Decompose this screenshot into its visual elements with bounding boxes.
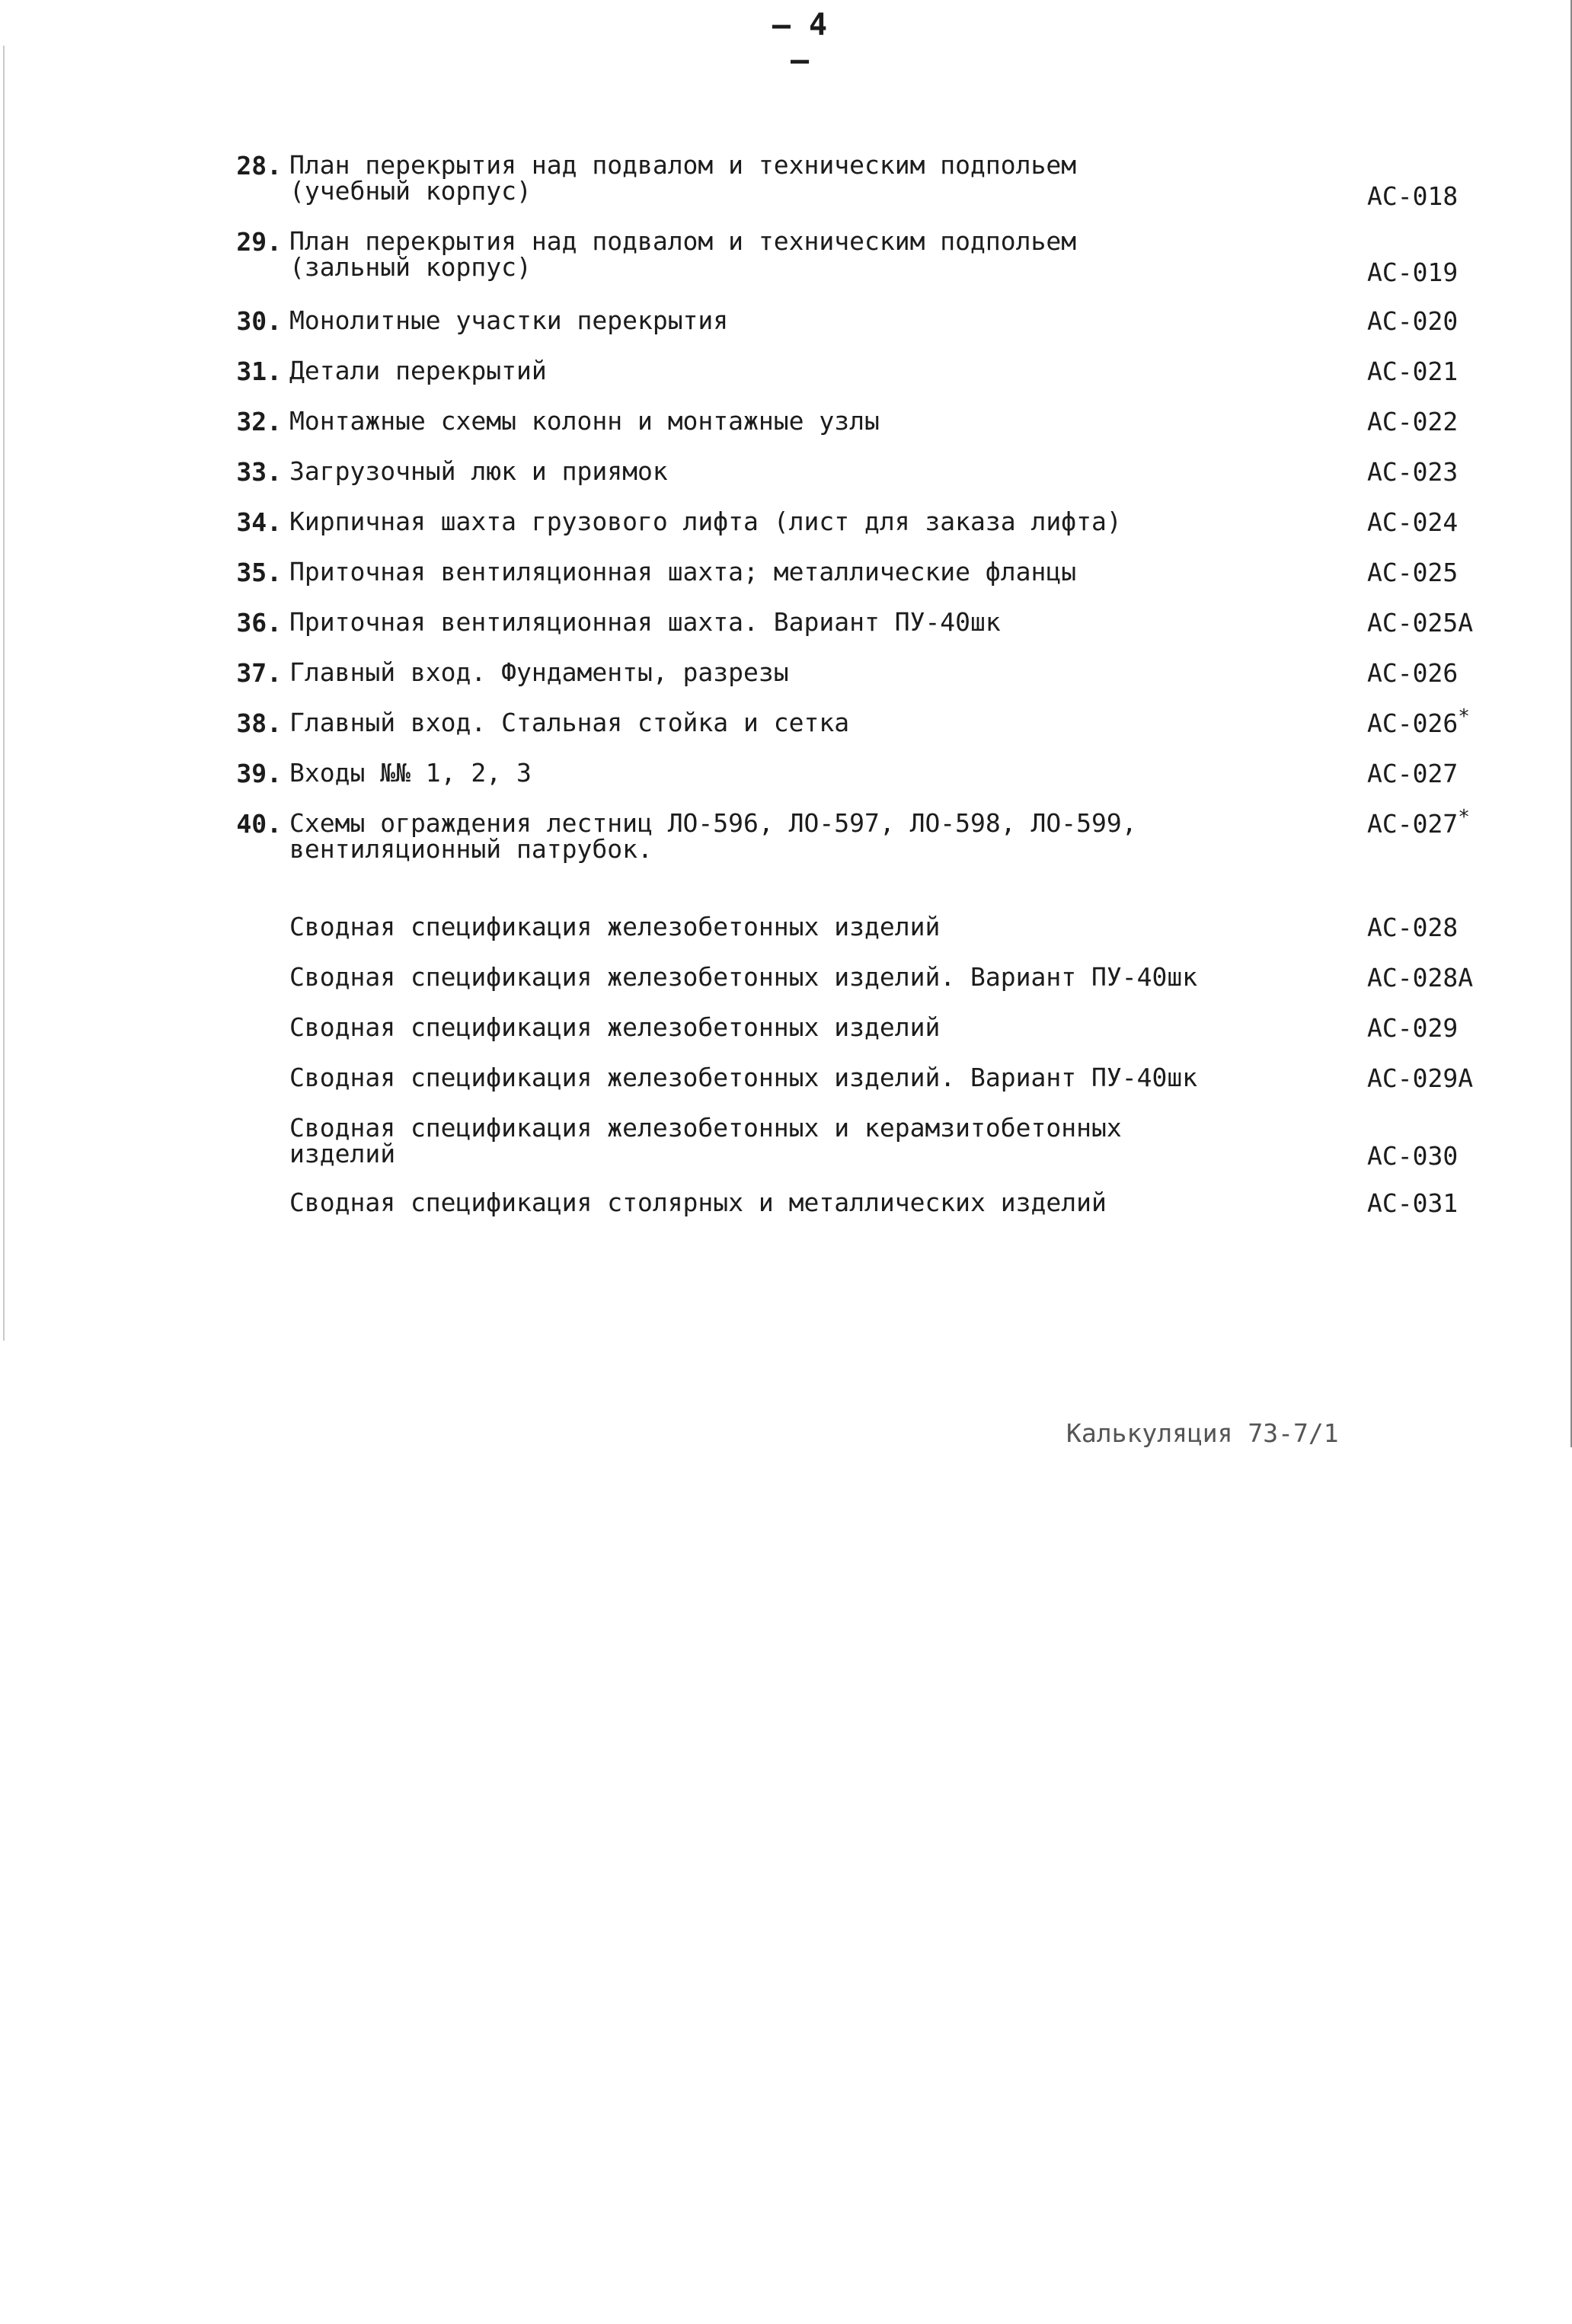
- item-title: Сводная спецификация столярных и металлических изделий: [289, 1188, 1107, 1217]
- item-title: План перекрытия над подвалом и техническим подпольем (зальный корпус): [289, 226, 1077, 282]
- sheet-code: АС-030: [1367, 1141, 1459, 1171]
- item-number: 38.: [236, 708, 282, 738]
- item-number: 30.: [236, 306, 282, 336]
- item-number: 29.: [236, 227, 282, 257]
- sheet-code: АС-018: [1367, 181, 1459, 211]
- item-title: Загрузочный люк и приямок: [289, 456, 668, 486]
- sheet-code: АС-028А: [1367, 963, 1474, 993]
- item-title: Монолитные участки перекрытия: [289, 305, 729, 335]
- calculation-reference: Калькуляция 73-7/1: [1066, 1418, 1339, 1448]
- sheet-code: АС-029А: [1367, 1063, 1474, 1093]
- item-title: Кирпичная шахта грузового лифта (лист для заказа лифта): [289, 507, 1122, 536]
- sheet-code: АС-029: [1367, 1013, 1459, 1043]
- sheet-code: АС-025: [1367, 558, 1459, 587]
- item-number: 37.: [236, 658, 282, 688]
- item-title: Сводная спецификация железобетонных и керамзитобетонных изделий: [289, 1113, 1122, 1168]
- sheet-code: АС-031: [1367, 1188, 1459, 1218]
- sheet-code: АС-024: [1367, 507, 1459, 537]
- sheet-code: АС-028: [1367, 913, 1459, 942]
- item-number: 36.: [236, 608, 282, 638]
- item-title: План перекрытия над подвалом и техническим подпольем (учебный корпус): [289, 150, 1077, 206]
- item-title: Сводная спецификация железобетонных изделий: [289, 1012, 941, 1042]
- item-number: 40.: [236, 809, 282, 839]
- item-title: Входы №№ 1, 2, 3: [289, 758, 532, 788]
- item-title: Схемы ограждения лестниц ЛО-596, ЛО-597, ЛО-598, ЛО-599, вентиляционный патрубок.: [289, 808, 1137, 864]
- item-number: 34.: [236, 507, 282, 537]
- item-title: Главный вход. Стальная стойка и сетка: [289, 708, 850, 737]
- sheet-code: АС-021: [1367, 356, 1459, 386]
- item-title: Монтажные схемы колонн и монтажные узлы: [289, 406, 880, 436]
- sheet-code: АС-019: [1367, 257, 1459, 287]
- page-edge: [3, 46, 5, 1341]
- item-number: 39.: [236, 759, 282, 788]
- sheet-code: АС-026*: [1367, 705, 1470, 738]
- item-title: Приточная вентиляционная шахта; металлические фланцы: [289, 557, 1077, 587]
- item-title: Приточная вентиляционная шахта. Вариант ПУ-40шк: [289, 607, 1001, 637]
- sheet-code: АС-020: [1367, 306, 1459, 336]
- sheet-code: АС-022: [1367, 407, 1459, 436]
- item-number: 33.: [236, 457, 282, 487]
- sheet-code: АС-027*: [1367, 806, 1470, 839]
- item-title: Сводная спецификация железобетонных изделий: [289, 912, 941, 941]
- item-title: Сводная спецификация железобетонных изделий. Вариант ПУ-40шк: [289, 1063, 1198, 1092]
- item-number: 31.: [236, 356, 282, 386]
- sheet-code: АС-026: [1367, 658, 1459, 688]
- sheet-code: АС-025А: [1367, 608, 1474, 638]
- item-title: Детали перекрытий: [289, 356, 547, 385]
- item-number: 35.: [236, 558, 282, 587]
- item-number: 32.: [236, 407, 282, 436]
- item-title: Главный вход. Фундаменты, разрезы: [289, 657, 789, 687]
- sheet-code: АС-023: [1367, 457, 1459, 487]
- sheet-code: АС-027: [1367, 759, 1459, 788]
- page-number: – 4 –: [772, 8, 828, 78]
- item-number: 28.: [236, 151, 282, 181]
- item-title: Сводная спецификация железобетонных изделий. Вариант ПУ-40шк: [289, 962, 1198, 992]
